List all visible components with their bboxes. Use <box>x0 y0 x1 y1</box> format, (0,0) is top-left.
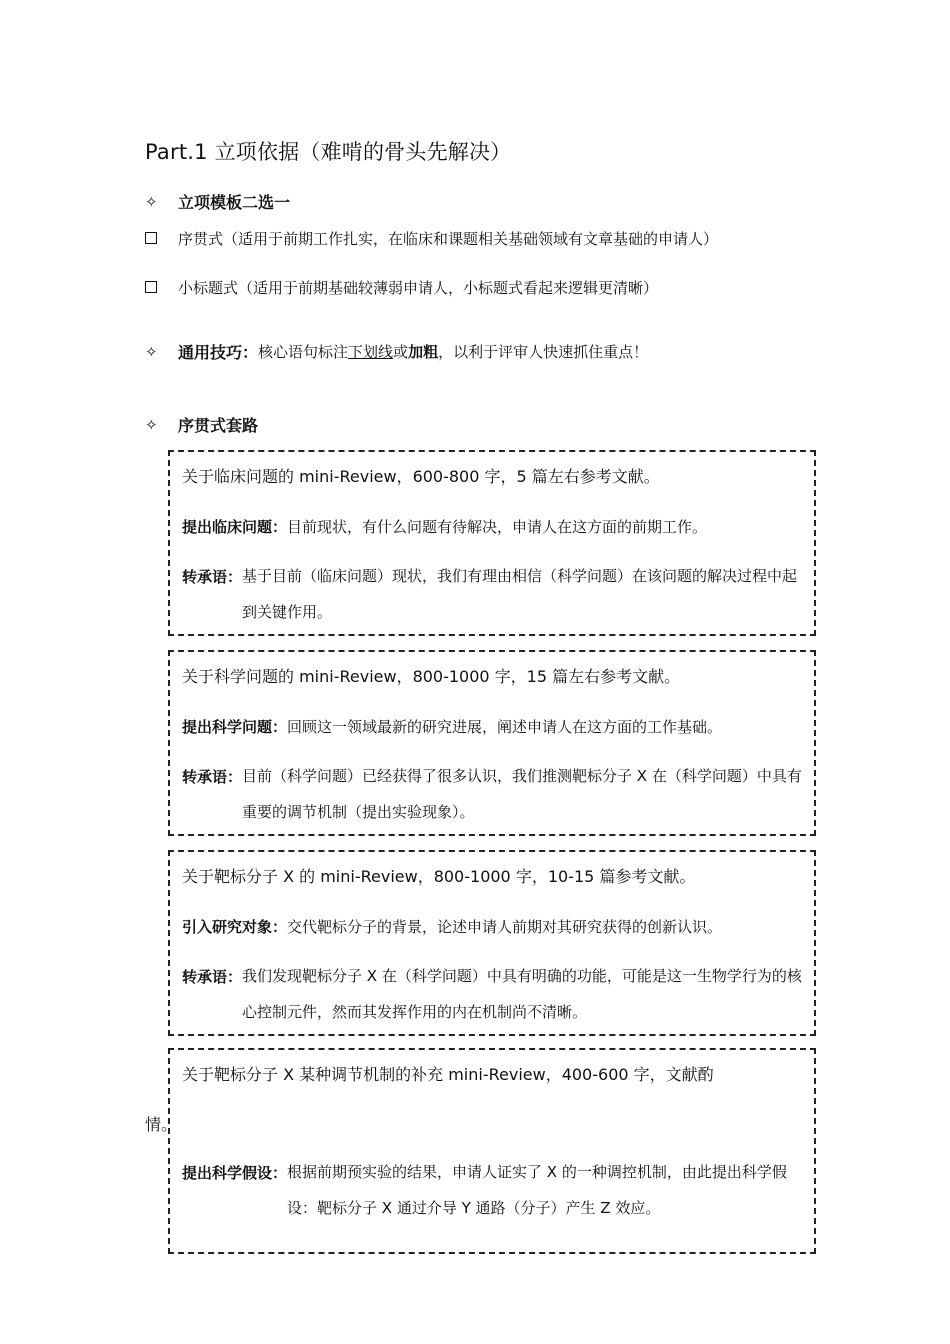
row-text: 回顾这一领域最新的研究进展，阐述申请人在这方面的工作基础。 <box>287 718 723 736</box>
option-subtitle[interactable] <box>145 276 808 300</box>
row-label: 引入研究对象： <box>182 918 288 936</box>
option-label: 小标题式（适用于前期基础较薄弱申请人，小标题式看起来逻辑更清晰） <box>178 279 659 297</box>
card-intro: 关于靶标分子 X 某种调节机制的补充 mini-Review，400-600 字，文献酌 <box>182 1065 714 1084</box>
row-label: 提出科学假设： <box>182 1164 288 1182</box>
checkbox-icon[interactable] <box>145 232 157 244</box>
row-text: 根据前期预实验的结果，申请人证实了 X 的一种调控机制，由此提出科学假设：靶标分子 X 通过介导 Y 通路（分子）产生 Z 效应。 <box>287 1163 787 1217</box>
card-clinical <box>168 450 816 636</box>
template-heading-text: 立项模板二选一 <box>178 193 291 212</box>
card-row <box>182 966 806 1030</box>
option-label: 序贯式（适用于前期工作扎实，在临床和课题相关基础领域有文章基础的申请人） <box>178 230 719 248</box>
card-mechanism <box>168 1048 816 1254</box>
tips-bold: 加粗 <box>408 343 439 361</box>
star-icon: ✧ <box>145 342 158 361</box>
card-intro: 关于科学问题的 mini-Review，800-1000 字，15 篇左右参考文献。 <box>182 667 681 686</box>
row-label: 转承语： <box>182 768 243 786</box>
row-text: 目前现状，有什么问题有待解决，申请人在这方面的前期工作。 <box>287 518 708 536</box>
intro-overflow: 情。 <box>145 1115 178 1134</box>
tips-underline: 下划线 <box>348 343 394 361</box>
card-intro: 关于临床问题的 mini-Review，600-800 字，5 篇左右参考文献。 <box>182 467 660 486</box>
template-heading <box>145 190 290 213</box>
row-label: 提出临床问题： <box>182 518 288 536</box>
row-text: 我们发现靶标分子 X 在（科学问题）中具有明确的功能，可能是这一生物学行为的核心控制元件，然而其发挥作用的内在机制尚不清晰。 <box>242 967 802 1021</box>
tips-part2: 或 <box>393 343 409 361</box>
sequential-heading-text: 序贯式套路 <box>178 416 259 435</box>
card-row <box>182 566 806 630</box>
page-title: Part.1 立项依据（难啃的骨头先解决） <box>145 140 512 164</box>
star-icon: ✧ <box>145 192 158 211</box>
star-icon: ✧ <box>145 415 158 434</box>
row-text: 基于目前（临床问题）现状，我们有理由相信（科学问题）在该问题的解决过程中起到关键作用。 <box>242 567 798 621</box>
row-text: 目前（科学问题）已经获得了很多认识，我们推测靶标分子 X 在（科学问题）中具有重要的调节机制（提出实验现象）。 <box>242 767 802 821</box>
card-row <box>182 1162 806 1226</box>
card-target <box>168 850 816 1036</box>
row-label: 转承语： <box>182 968 243 986</box>
card-row <box>182 716 722 737</box>
card-row <box>182 516 707 537</box>
tips-part1: 核心语句标注 <box>258 343 349 361</box>
tips-line <box>145 340 648 363</box>
tips-text <box>258 341 648 362</box>
tips-part3: ，以利于评审人快速抓住重点！ <box>438 343 649 361</box>
row-text: 交代靶标分子的背景，论述申请人前期对其研究获得的创新认识。 <box>287 918 723 936</box>
card-row <box>182 916 722 937</box>
card-row <box>182 766 806 830</box>
option-sequential[interactable] <box>145 227 808 251</box>
row-label: 转承语： <box>182 568 243 586</box>
card-intro: 关于靶标分子 X 的 mini-Review，800-1000 字，10-15 篇参考文献。 <box>182 867 696 886</box>
tips-label: 通用技巧： <box>178 343 259 362</box>
sequential-heading <box>145 413 258 436</box>
checkbox-icon[interactable] <box>145 281 157 293</box>
row-label: 提出科学问题： <box>182 718 288 736</box>
card-scientific <box>168 650 816 836</box>
